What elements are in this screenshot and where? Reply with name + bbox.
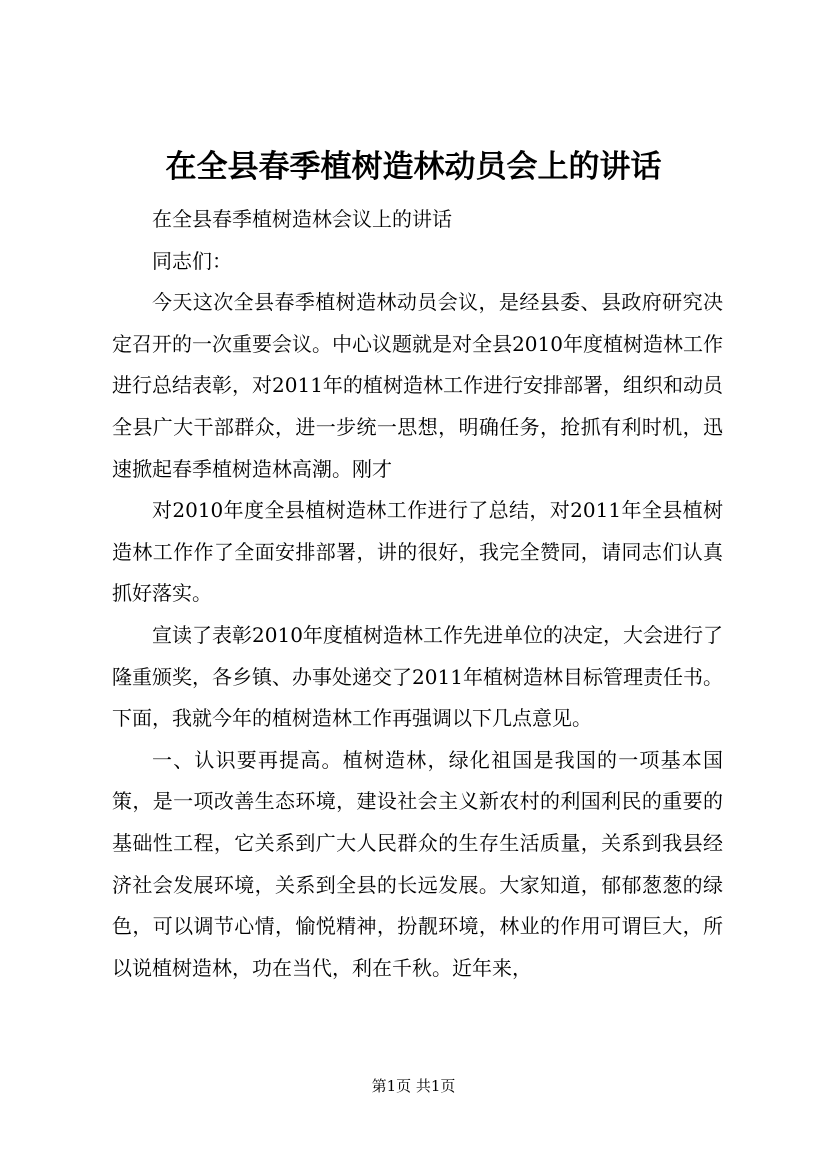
body-paragraph: 宣读了表彰2010年度植树造林工作先进单位的决定，大会进行了隆重颁奖，各乡镇、办事处递交了2011年植树造林目标管理责任书。下面，我就今年的植树造林工作再强调以下几点意见。 (112, 622, 723, 731)
body-paragraph: 一、认识要再提高。植树造林，绿化祖国是我国的一项基本国策，是一项改善生态环境，建设社会主义新农村的利国利民的重要的基础性工程，它关系到广大人民群众的生存生活质量，关系到我县经济社会发展环境，关系到全县的长远发展。大家知道，郁郁葱葱的绿色，可以调节心情，愉悦精神，扮靓环境，林业的作用可谓巨大，所以说植树造林，功在当代，利在千秋。近年来， (112, 747, 723, 980)
document-title: 在全县春季植树造林动员会上的讲话 (165, 149, 662, 185)
page-footer: 第1页 共1页 (371, 1077, 456, 1095)
salutation-paragraph: 同志们： (152, 248, 232, 273)
body-paragraph: 今天这次全县春季植树造林动员会议，是经县委、县政府研究决定召开的一次重要会议。中心议题就是对全县2010年度植树造林工作进行总结表彰，对2011年的植树造林工作进行安排部署，组织和动员全县广大干部群众，进一步统一思想，明确任务，抢抓有利时机，迅速掀起春季植树造林高潮。刚才 (112, 290, 723, 481)
body-paragraph: 对2010年度全县植树造林工作进行了总结，对2011年全县植树造林工作作了全面安排部署，讲的很好，我完全赞同，请同志们认真抓好落实。 (112, 498, 723, 606)
subtitle-paragraph: 在全县春季植树造林会议上的讲话 (152, 207, 452, 231)
document-body (112, 199, 723, 989)
